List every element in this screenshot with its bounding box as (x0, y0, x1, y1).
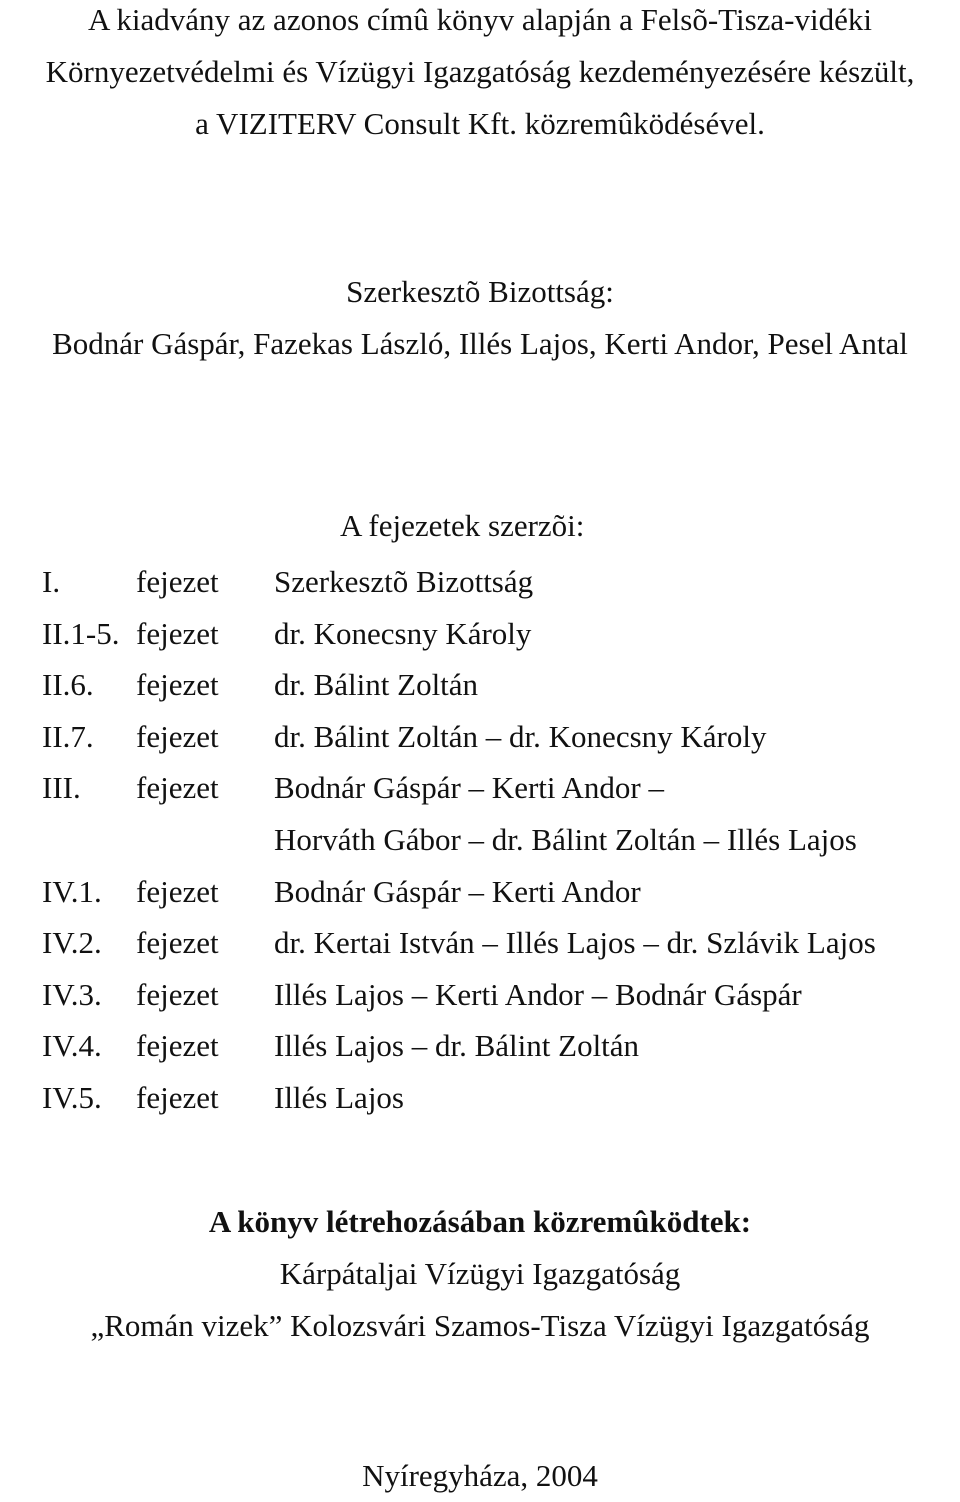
chapter-word: fejezet (136, 976, 219, 1012)
chapter-author: dr. Bálint Zoltán (274, 667, 479, 703)
contributor-line: „Román vizek” Kolozsvári Szamos-Tisza Vízügyi Igazgatóság (90, 1308, 870, 1343)
chapter-row (0, 917, 960, 969)
chapter-row (0, 1020, 960, 1072)
chapter-word: fejezet (136, 718, 219, 754)
chapter-word: fejezet (136, 667, 219, 703)
chapter-number: II.7. (42, 718, 94, 754)
chapter-number: III. (42, 770, 81, 806)
imprint-place-year (0, 1450, 960, 1502)
chapter-word: fejezet (136, 925, 219, 961)
chapter-row (0, 969, 960, 1021)
chapter-authors-list (0, 556, 960, 1124)
chapter-author: dr. Konecsny Károly (274, 615, 532, 651)
chapter-authors-heading (340, 500, 584, 552)
chapter-author: dr. Bálint Zoltán – dr. Konecsny Károly (274, 718, 767, 754)
chapter-word: fejezet (136, 1028, 219, 1064)
chapter-row (0, 814, 960, 866)
chapter-row (0, 762, 960, 814)
contributors-heading: A könyv létrehozásában közremûködtek: (208, 1204, 752, 1239)
chapter-authors-heading-text: A fejezetek szerzõi: (340, 508, 585, 543)
chapter-word: fejezet (136, 564, 219, 599)
chapter-number: IV.5. (42, 1079, 102, 1115)
editorial-board-members: Bodnár Gáspár, Fazekas László, Illés Lajos, Kerti Andor, Pesel Antal (52, 326, 908, 361)
chapter-author: Horváth Gábor – dr. Bálint Zoltán – Illés Lajos (274, 821, 857, 857)
chapter-row (0, 866, 960, 918)
chapter-row (0, 711, 960, 763)
intro-line: a VIZITERV Consult Kft. közremûködésével. (195, 106, 765, 141)
chapter-row (0, 608, 960, 660)
chapter-word: fejezet (136, 873, 219, 909)
chapter-word: fejezet (136, 615, 219, 651)
editorial-board (0, 266, 960, 370)
chapter-author: Illés Lajos – Kerti Andor – Bodnár Gáspár (274, 976, 802, 1012)
chapter-number: IV.2. (42, 925, 102, 961)
chapter-word: fejezet (136, 1079, 219, 1115)
chapter-author: dr. Kertai István – Illés Lajos – dr. Szlávik Lajos (274, 925, 876, 961)
chapter-row (0, 1072, 960, 1124)
chapter-number: IV.1. (42, 873, 102, 909)
editorial-board-heading: Szerkesztõ Bizottság: (346, 274, 614, 309)
chapter-author: Illés Lajos – dr. Bálint Zoltán (274, 1028, 640, 1064)
chapter-author: Bodnár Gáspár – Kerti Andor – (274, 770, 664, 806)
contributors (0, 1196, 960, 1352)
chapter-author: Bodnár Gáspár – Kerti Andor (274, 873, 641, 909)
chapter-row (0, 556, 960, 608)
chapter-author: Illés Lajos (274, 1079, 404, 1115)
intro-line: A kiadvány az azonos címû könyv alapján a Felsõ-Tisza-vidéki (87, 2, 872, 37)
chapter-number: IV.3. (42, 976, 102, 1012)
chapter-number: I. (42, 564, 61, 599)
chapter-number: II.1-5. (42, 615, 120, 651)
intro-line: Környezetvédelmi és Vízügyi Igazgatóság kezdeményezésére készült, (45, 54, 915, 89)
chapter-word: fejezet (136, 770, 219, 806)
chapter-author: Szerkesztõ Bizottság (274, 564, 534, 599)
contributor-line: Kárpátaljai Vízügyi Igazgatóság (279, 1256, 681, 1291)
chapter-number: IV.4. (42, 1028, 102, 1064)
chapter-number: II.6. (42, 667, 94, 703)
intro-text (0, 0, 960, 150)
chapter-row (0, 659, 960, 711)
place-year-text: Nyíregyháza, 2004 (362, 1458, 598, 1493)
